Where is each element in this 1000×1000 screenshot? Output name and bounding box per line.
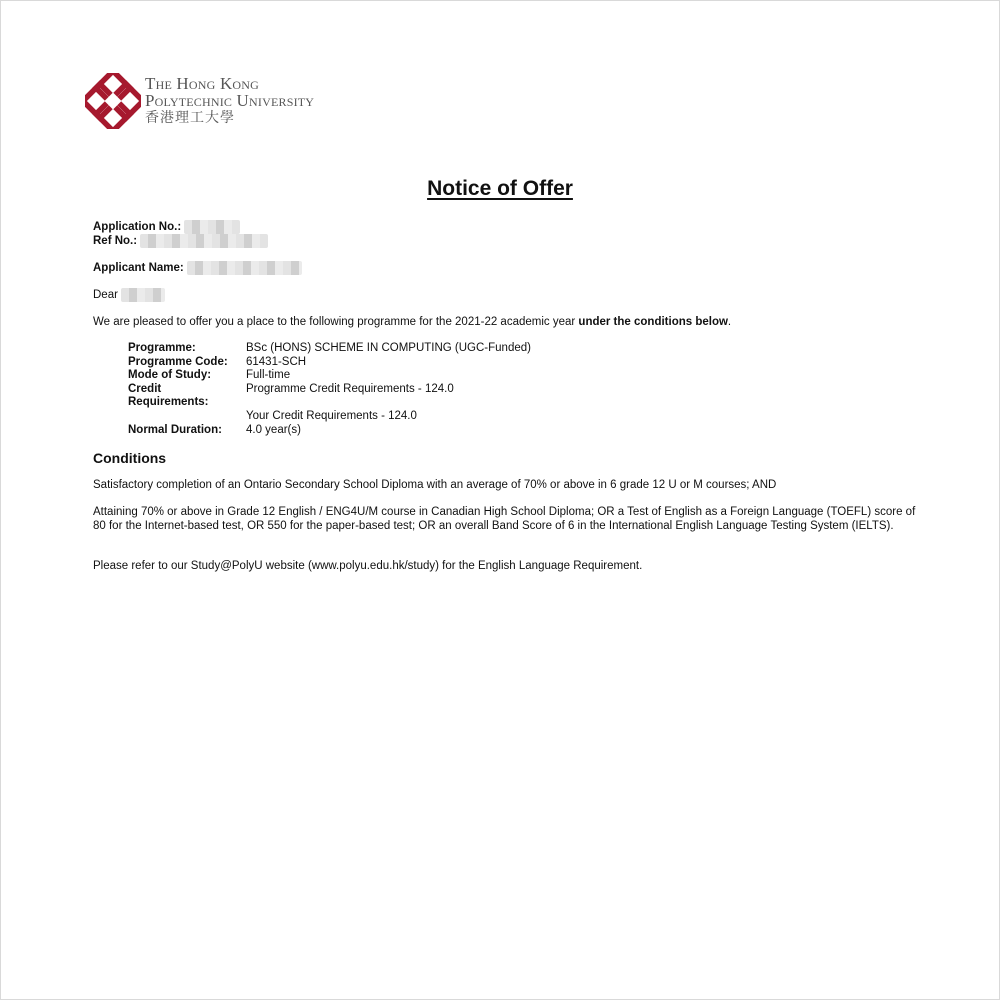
condition-paragraph-1: Satisfactory completion of an Ontario Secondary School Diploma with an average of 70% or above in 6 grade 12 U or M courses; AND [93,479,777,491]
programme-credit-value: Programme Credit Requirements - 124.0 [246,382,454,395]
english-requirement-note: Please refer to our Study@PolyU website (www.polyu.edu.hk/study) for the English Language Requirement. [93,560,643,572]
university-logo [85,71,385,133]
page-title: Notice of Offer [427,177,573,200]
programme-code-label: Programme Code: [128,355,228,368]
ref-no-label: Ref No.: [93,235,138,248]
normal-duration-value: 4.0 year(s) [246,423,301,436]
intro-emphasis: under the conditions below [578,316,728,328]
applicant-name-field [93,261,302,275]
requirements-row [128,396,531,410]
mode-of-study-label: Mode of Study: [128,369,212,382]
redacted-application-no [184,220,240,234]
greeting-text: Dear [93,289,118,302]
normal-duration-row [128,424,531,438]
credit-label: Credit [128,382,162,395]
programme-label: Programme: [128,342,196,354]
redacted-ref-no [140,234,268,248]
polyu-emblem-icon [85,73,141,129]
application-no-label: Application No.: [93,221,182,234]
programme-details [128,342,531,437]
condition-paragraph-2: Attaining 70% or above in Grade 12 English / ENG4U/M course in Canadian High School Diploma; OR a Test of English as a Foreign Language (TOEFL) score of 80 for the Internet-based test, OR 550 for the paper-based test; OR an overall Band Score of 6 in the International English Language Testing System (IELTS). [93,506,916,532]
logo-name-line1: The Hong Kong [145,74,260,93]
your-credit-label [128,410,246,424]
greeting [93,288,165,302]
logo-name-line2: Polytechnic University [145,91,315,110]
programme-value: BSc (HONS) SCHEME IN COMPUTING (UGC-Funded) [246,342,531,354]
programme-code-row [128,356,531,370]
normal-duration-label: Normal Duration: [128,423,222,436]
redacted-recipient-name [121,288,165,302]
conditions-heading: Conditions [93,450,167,466]
your-credit-value: Your Credit Requirements - 124.0 [246,409,417,422]
logo-chinese-name: 香港理工大學 [145,111,235,126]
programme-row [128,342,531,356]
your-credit-row [128,410,531,424]
application-no-field [93,220,240,234]
programme-code-value: 61431-SCH [246,355,307,368]
offer-intro [93,316,731,328]
mode-of-study-row [128,369,531,383]
applicant-name-label: Applicant Name: [93,262,184,275]
intro-text: We are pleased to offer you a place to the following programme for the 2021-22 academic year [93,316,579,328]
requirements-label: Requirements: [128,396,209,409]
intro-end: . [727,316,732,328]
credit-row [128,383,531,397]
mode-of-study-value: Full-time [246,369,291,382]
ref-no-field [93,234,268,248]
redacted-applicant-name [187,261,302,275]
